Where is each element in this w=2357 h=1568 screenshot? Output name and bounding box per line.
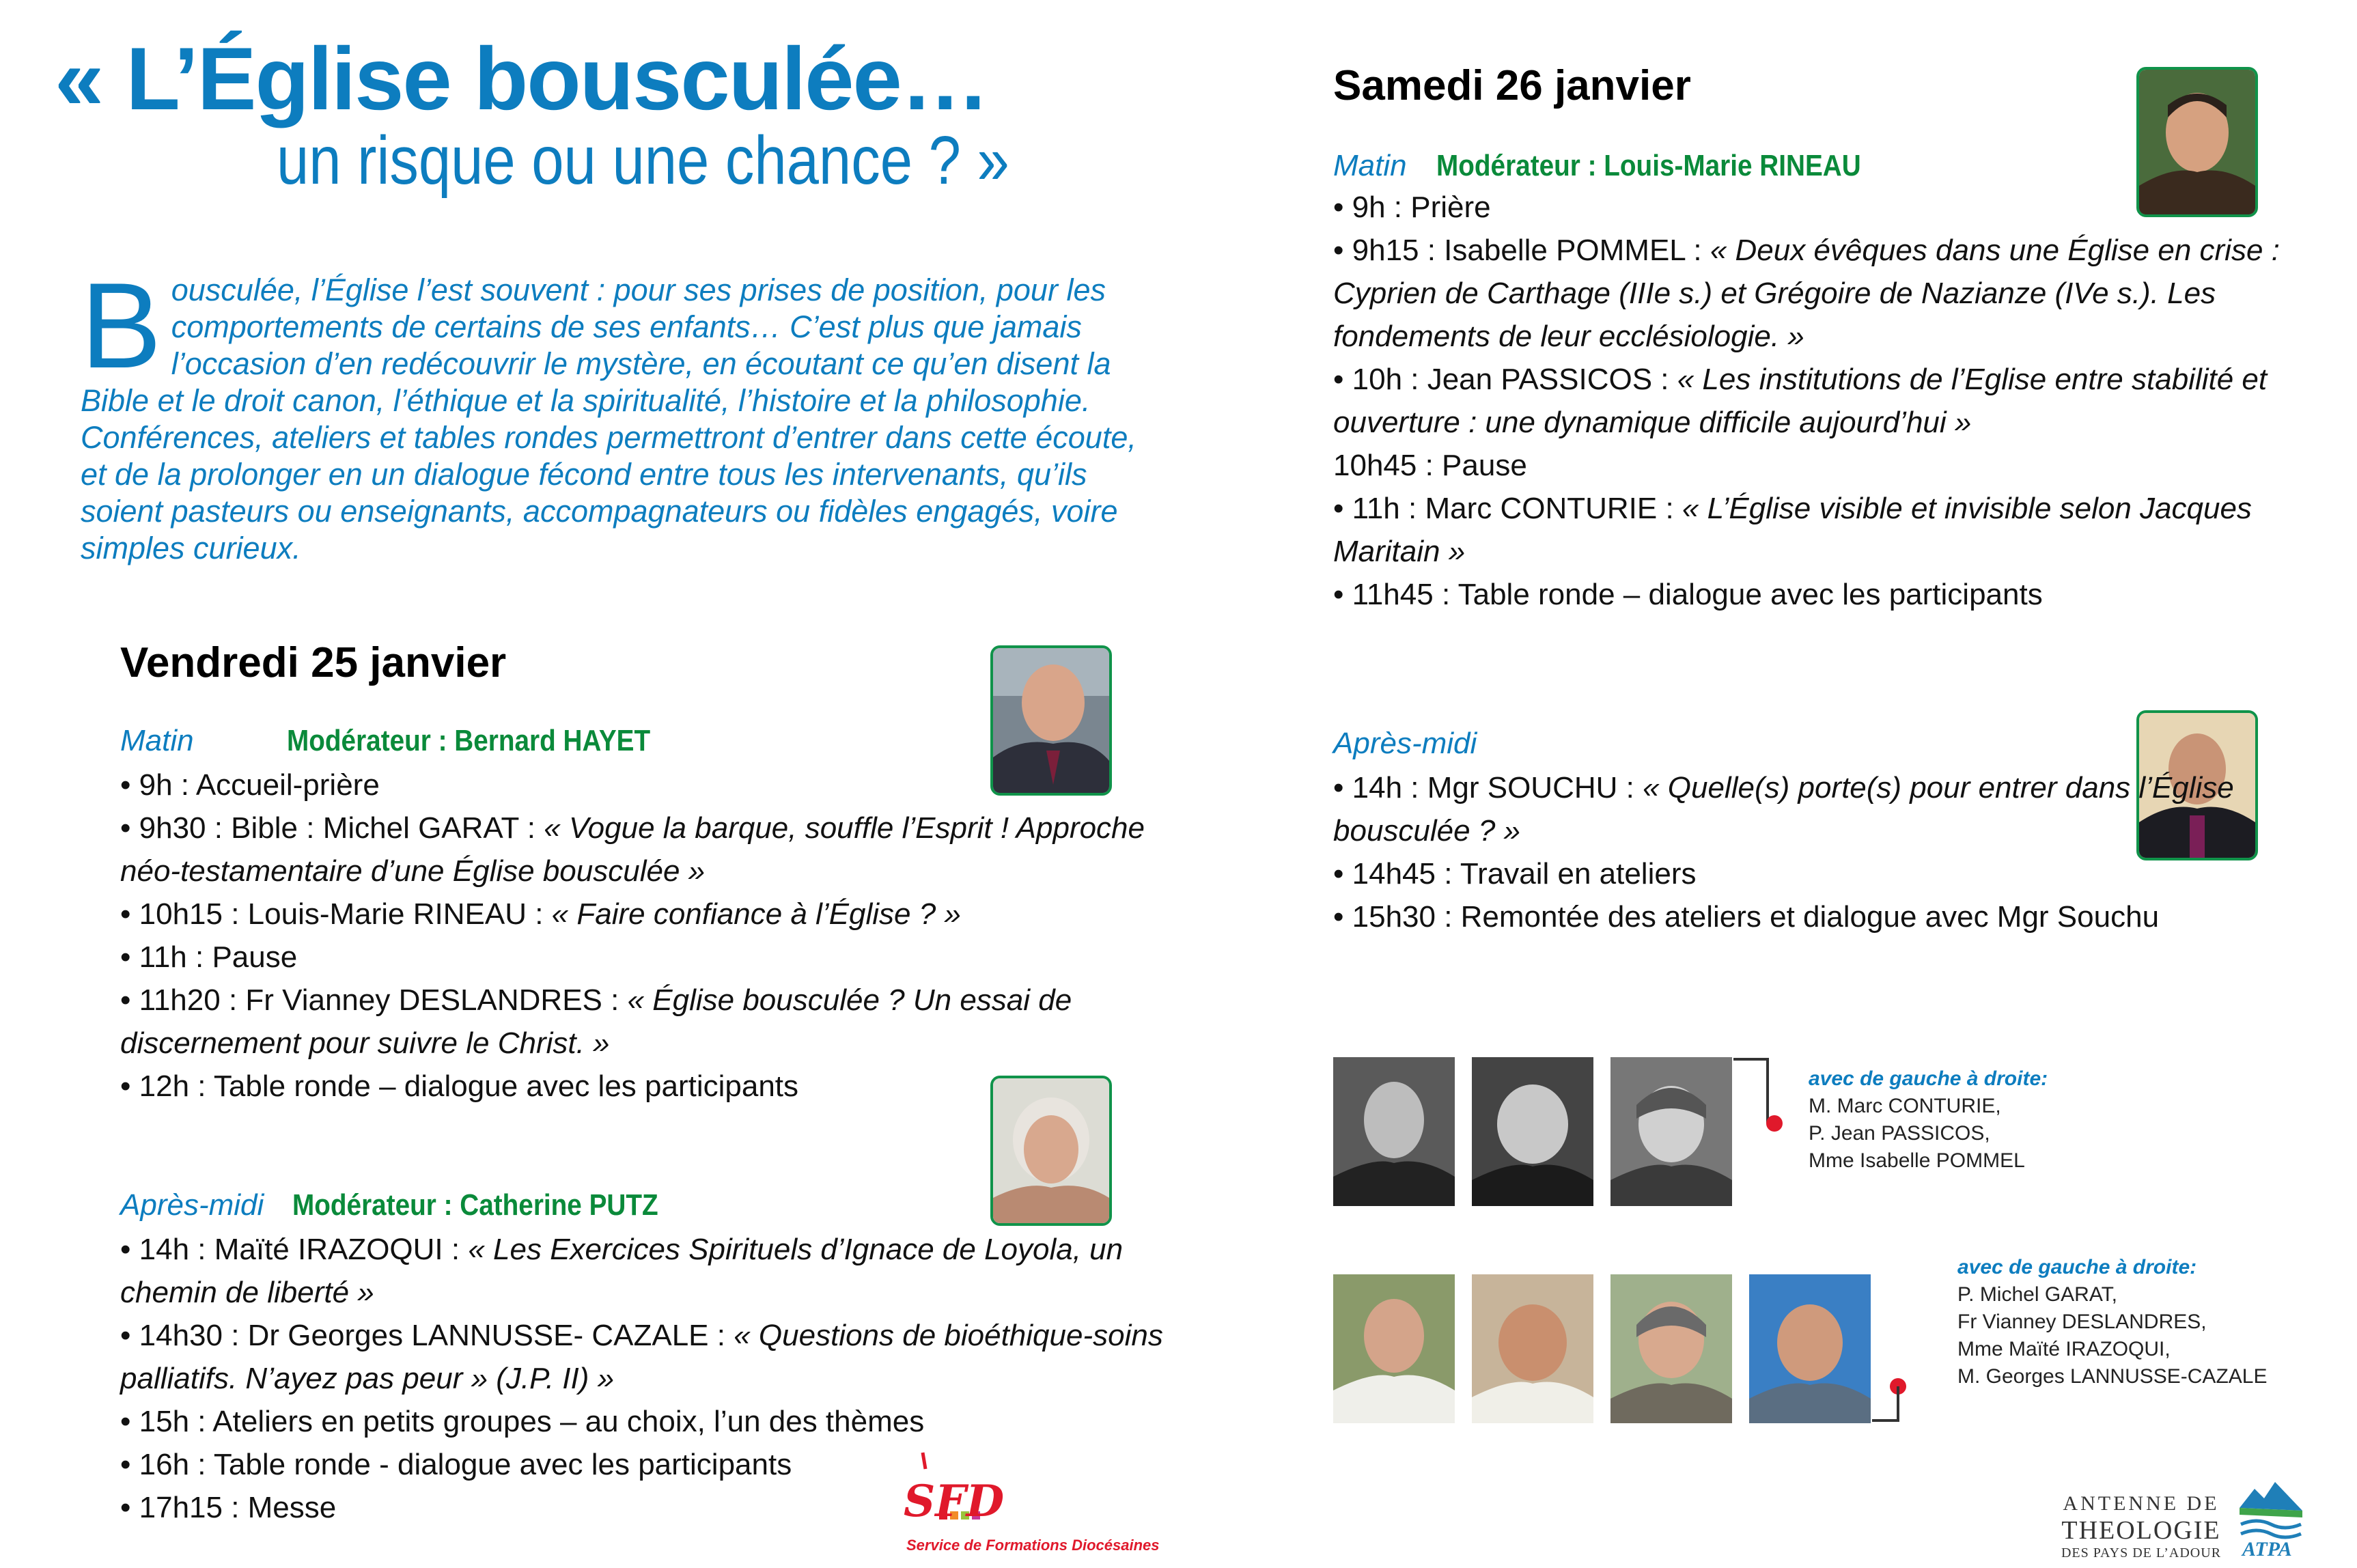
program-item-talk-title: « Faire confiance à l’Église ? » <box>551 897 961 931</box>
group2-photo-deslandres <box>1472 1274 1593 1423</box>
program-item-talk-title: « Église bousculée ? Un essai de discernement pour suivre le Christ. » <box>120 983 1072 1060</box>
program-item <box>1333 358 2317 444</box>
program-item <box>1333 895 2317 938</box>
program-item-text: • 9h15 : Isabelle POMMEL : <box>1333 234 1710 267</box>
sfd-logo <box>898 1451 1158 1564</box>
saturday-afternoon-label: Après-midi <box>1333 727 1477 760</box>
program-item-text: • 11h45 : Table ronde – dialogue avec les participants <box>1333 578 2043 611</box>
program-item-text: • 17h15 : Messe <box>120 1491 337 1524</box>
program-item <box>120 893 1165 936</box>
saturday-morning-label: Matin <box>1333 149 1407 182</box>
portrait-image <box>993 1078 1109 1223</box>
program-item-text: • 10h15 : Louis-Marie RINEAU : <box>120 897 552 931</box>
program-item-text: 10h45 : Pause <box>1333 449 1527 482</box>
program-item <box>1333 852 2317 895</box>
title-line-1: « L’Église bousculée… <box>55 29 988 128</box>
group1-caption-name: M. Marc CONTURIE, <box>1809 1095 2001 1117</box>
group2-photo-lannusse <box>1749 1274 1871 1423</box>
sfd-logo-letters: SFD <box>904 1476 1005 1527</box>
friday-heading: Vendredi 25 janvier <box>120 639 507 686</box>
group2-caption-name: Mme Maïté IRAZOQUI, <box>1957 1338 2171 1360</box>
group1-photo-conturie <box>1333 1057 1455 1206</box>
sfd-logo-text: Service de Formations Diocésaines <box>906 1537 1160 1554</box>
atpa-logo-mark <box>2237 1475 2305 1564</box>
portrait-image <box>1610 1274 1732 1423</box>
portrait-image <box>1610 1057 1732 1206</box>
group1-photo-passicos <box>1472 1057 1593 1206</box>
atpa-mountain-icon <box>2237 1475 2305 1541</box>
program-item-text: • 10h : Jean PASSICOS : <box>1333 363 1677 396</box>
group2-caption-name: M. Georges LANNUSSE-CAZALE <box>1957 1365 2268 1388</box>
group1-caption-name: Mme Isabelle POMMEL <box>1809 1149 2025 1172</box>
program-item-talk-title: « Quelle(s) porte(s) pour entrer dans l’Église bousculée ? » <box>1333 771 2234 848</box>
program-item <box>1333 444 2317 487</box>
program-item-talk-title: « Deux évêques dans une Église en crise : Cyprien de Carthage (IIIe s.) et Grégoire de Nazianze (IVe s.). Les fondements de leur ecclésiologie. » <box>1333 234 2280 353</box>
group2-caption-heading: avec de gauche à droite: <box>1957 1256 2197 1278</box>
group1-caption-heading: avec de gauche à droite: <box>1809 1067 2048 1090</box>
group1-photo-pommel <box>1610 1057 1732 1206</box>
program-item-text: • 16h : Table ronde - dialogue avec les participants <box>120 1448 792 1481</box>
program-item-talk-title: « Questions de bioéthique-soins palliatifs. N’ayez pas peur » (J.P. II) » <box>120 1319 1163 1395</box>
intro-paragraph <box>81 257 1146 567</box>
saturday-morning-moderator: Modérateur : Louis-Marie RINEAU <box>1436 149 1861 182</box>
program-item <box>1333 186 2317 229</box>
title-line-2: un risque ou une chance ? » <box>277 122 1009 199</box>
program-item <box>120 979 1165 1065</box>
program-item-talk-title: « Les institutions de l’Eglise entre stabilité et ouverture : une dynamique difficile aujourd’hui » <box>1333 363 2268 439</box>
saturday-heading: Samedi 26 janvier <box>1333 62 1691 109</box>
group1-connector <box>1732 1055 1787 1137</box>
moderator-photo-putz <box>990 1076 1112 1226</box>
atpa-logo-text <box>2052 1492 2230 1561</box>
program-item-text: • 9h : Prière <box>1333 191 1491 224</box>
friday-morning-program <box>120 764 1165 1108</box>
program-item-talk-title: « Vogue la barque, souffle l’Esprit ! Approche néo-testamentaire d’une Église bousculée » <box>120 811 1145 888</box>
program-item-text: • 9h : Accueil-prière <box>120 768 380 802</box>
intro-dropcap: B <box>81 257 162 393</box>
program-item-text: • 12h : Table ronde – dialogue avec les participants <box>120 1069 799 1103</box>
saturday-morning-program <box>1333 186 2317 616</box>
program-item-text: • 15h : Ateliers en petits groupes – au choix, l’un des thèmes <box>120 1405 925 1438</box>
group2-caption <box>1957 1254 2267 1390</box>
group1-caption-name: P. Jean PASSICOS, <box>1809 1122 1990 1145</box>
program-item <box>1333 229 2317 358</box>
group1-caption <box>1809 1065 2048 1175</box>
group2-connector <box>1871 1284 1925 1427</box>
program-item <box>120 1314 1165 1400</box>
program-item-text: • 11h : Marc CONTURIE : <box>1333 492 1682 525</box>
portrait-image <box>1749 1274 1871 1423</box>
program-item <box>1333 766 2317 852</box>
program-item-text: • 14h45 : Travail en ateliers <box>1333 857 1697 891</box>
friday-afternoon-moderator: Modérateur : Catherine PUTZ <box>292 1188 658 1222</box>
program-item-text: • 14h : Mgr SOUCHU : <box>1333 771 1643 804</box>
program-item <box>120 1400 1165 1443</box>
program-item-talk-title: « L’Église visible et invisible selon Jacques Maritain » <box>1333 492 2252 568</box>
program-item-text: • 11h20 : Fr Vianney DESLANDRES : <box>120 983 628 1017</box>
group2-photo-irazoqui <box>1610 1274 1732 1423</box>
friday-afternoon-label: Après-midi <box>120 1188 264 1222</box>
program-item-talk-title: « Les Exercices Spirituels d’Ignace de Loyola, un chemin de liberté » <box>120 1233 1124 1309</box>
program-item <box>1333 573 2317 616</box>
saturday-afternoon-program <box>1333 766 2317 938</box>
atpa-line-2: THEOLOGIE <box>2061 1516 2221 1545</box>
atpa-line-1: ANTENNE DE <box>2063 1492 2220 1515</box>
atpa-line-3: DES PAYS DE L’ADOUR <box>2061 1545 2222 1560</box>
friday-morning-label: Matin <box>120 724 194 757</box>
program-item <box>120 807 1165 893</box>
friday-morning-moderator: Modérateur : Bernard HAYET <box>287 724 651 757</box>
program-item-text: • 15h30 : Remontée des ateliers et dialogue avec Mgr Souchu <box>1333 900 2160 934</box>
intro-text: ousculée, l’Église l’est souvent : pour ses prises de position, pour les comportements de certains de ses enfants… C’est plus que jamais l’occasion d’en redécouvrir le mystère, en écoutant ce qu’en disent la Bible et le droit canon, l’éthique et la spiritualité, l’histoire et la philosophie. Conférences, ateliers et tables rondes permettront d’entrer dans cette écoute, et de la prolonger en un dialogue fécond entre tous les intervenants, qu’ils soient pasteurs ou enseignants, accompagnateurs ou fidèles engagés, voire simples curieux. <box>81 272 1136 565</box>
group2-caption-name: P. Michel GARAT, <box>1957 1283 2117 1306</box>
group2-caption-name: Fr Vianney DESLANDRES, <box>1957 1311 2207 1333</box>
program-item <box>1333 487 2317 573</box>
atpa-mark-text: ATPA <box>2242 1538 2292 1560</box>
portrait-image <box>1472 1274 1593 1423</box>
portrait-image <box>1472 1057 1593 1206</box>
portrait-image <box>1333 1057 1455 1206</box>
portrait-image <box>1333 1274 1455 1423</box>
program-item <box>120 764 1165 807</box>
program-item <box>120 1228 1165 1314</box>
program-item-text: • 14h30 : Dr Georges LANNUSSE- CAZALE : <box>120 1319 734 1352</box>
program-item-text: • 14h : Maïté IRAZOQUI : <box>120 1233 469 1266</box>
program-item-text: • 9h30 : Bible : Michel GARAT : <box>120 811 544 845</box>
group2-photo-garat <box>1333 1274 1455 1423</box>
program-item-text: • 11h : Pause <box>120 940 298 974</box>
program-item <box>120 936 1165 979</box>
